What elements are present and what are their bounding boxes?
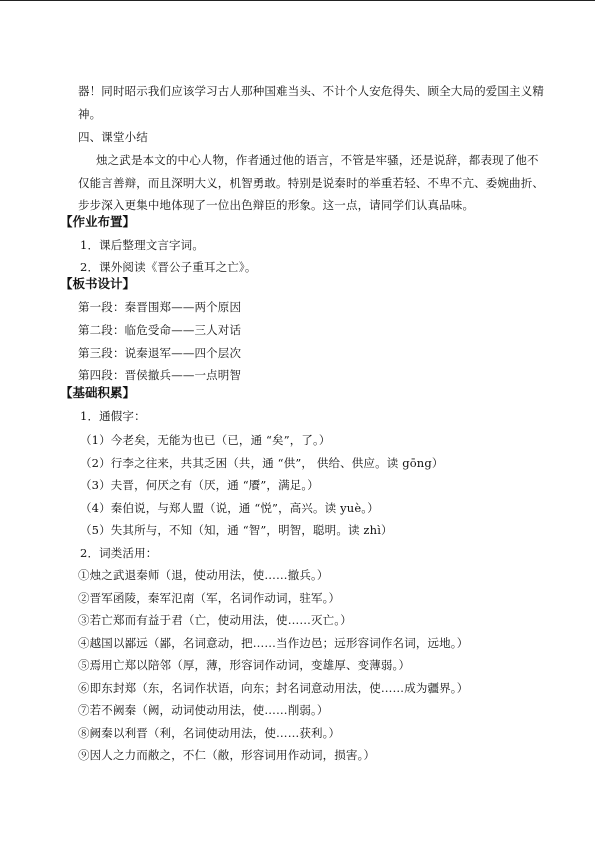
list-item: （2）行李之往来，共其乏困（共，通 “供”， 供给、供应。读 gōng） bbox=[80, 456, 444, 470]
list-item: ⑥即东封郑（东，名词作状语，向东；封名词意动用法，使……成为疆界。） bbox=[78, 681, 469, 695]
list-item: 1．课后整理文言字词。 bbox=[80, 238, 204, 252]
paragraph-line: 步步深入更集中地体现了一位出色辩臣的形象。这一点，请同学们认真品味。 bbox=[78, 198, 475, 212]
list-item: ③若亡郑而有益于君（亡，使动用法，使……灭亡。） bbox=[78, 613, 352, 627]
list-item: （4）秦伯说，与郑人盟（说，通 “悦”，高兴。读 yuè。） bbox=[80, 501, 379, 515]
list-item: 2．课外阅读《晋公子重耳之亡》。 bbox=[80, 260, 257, 274]
header-rule bbox=[0, 0, 595, 1]
list-item: （5）失其所与，不知（知，通 “智”，明智，聪明。读 zhì） bbox=[80, 523, 393, 537]
section-title: 四、课堂小结 bbox=[78, 130, 148, 144]
list-item: ⑧阙秦以利晋（利，名词使动用法，使……获利。） bbox=[78, 726, 341, 740]
sub-heading: 1．通假字： bbox=[80, 409, 146, 423]
list-item: ⑨因人之力而敝之，不仁（敝，形容词用作动词，损害。） bbox=[78, 748, 376, 762]
list-item: ⑤焉用亡郑以陪邻（厚，薄，形容词作动词，变雄厚、变薄弱。） bbox=[78, 658, 411, 672]
paragraph-line: 仅能言善辩，而且深明大义，机智勇敢。特别是说秦时的举重若轻、不卑不亢、委婉曲折、 bbox=[78, 176, 544, 190]
list-item: ⑦若不阙秦（阙，动词使动用法，使……削弱。） bbox=[78, 703, 329, 717]
paragraph-line: 器！同时昭示我们应该学习古人那种国难当头、不计个人安危得失、顾全大局的爱国主义精 bbox=[78, 84, 544, 98]
board-heading: 【板书设计】 bbox=[60, 276, 136, 291]
basics-heading: 【基础积累】 bbox=[60, 385, 136, 400]
paragraph-line: 烛之武是本文的中心人物，作者通过他的语言，不管是牢骚，还是说辞，都表现了他不 bbox=[96, 153, 539, 167]
list-item: （1）今老矣，无能为也已（已，通 “矣”，了。） bbox=[80, 433, 331, 447]
list-item: 第三段：说秦退军——四个层次 bbox=[78, 346, 242, 360]
paragraph-line: 神。 bbox=[78, 107, 102, 121]
list-item: （3）夫晋，何厌之有（厌，通 “餍”，满足。） bbox=[80, 478, 319, 492]
sub-heading: 2．词类活用： bbox=[80, 546, 158, 560]
list-item: ①烛之武退秦师（退，使动用法，使……撤兵。） bbox=[78, 568, 329, 582]
list-item: 第四段：晋侯撤兵——一点明智 bbox=[78, 368, 242, 382]
list-item: 第一段：秦晋围郑——两个原因 bbox=[78, 300, 242, 314]
list-item: ④越国以鄙远（鄙，名词意动，把……当作边邑；远形容词作名词，远地。） bbox=[78, 636, 469, 650]
homework-heading: 【作业布置】 bbox=[60, 214, 136, 229]
list-item: ②晋军函陵，秦军氾南（军，名词作动词，驻军。） bbox=[78, 591, 341, 605]
list-item: 第二段：临危受命——三人对话 bbox=[78, 323, 242, 337]
